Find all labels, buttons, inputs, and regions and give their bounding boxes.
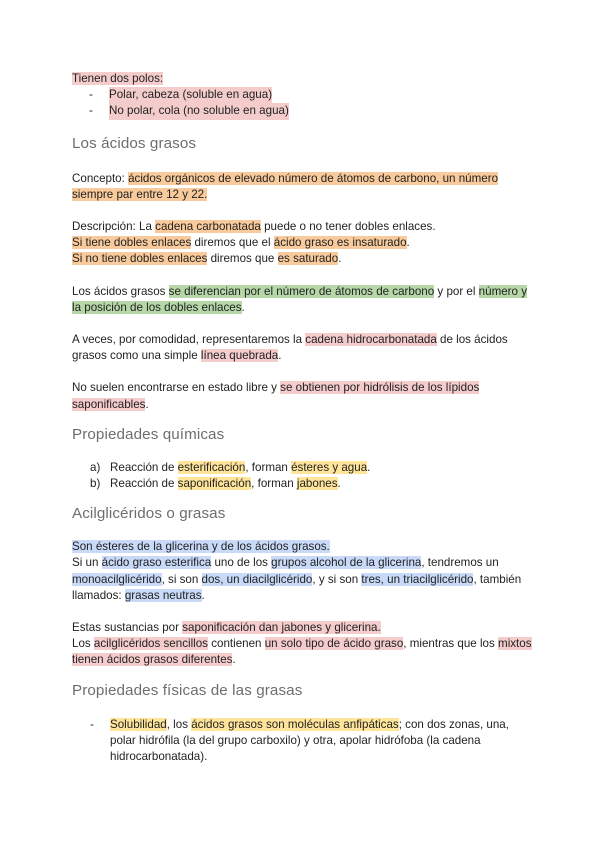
list-item-esterificacion: a) Reacción de esterificación, forman ésteres y agua. <box>72 460 532 476</box>
insaturado-line: Si tiene dobles enlaces diremos que el ácido graso es insaturado. <box>72 236 410 250</box>
list-item-saponificacion: b) Reacción de saponificación, forman jabones. <box>72 476 532 492</box>
heading-propiedades-fisicas: Propiedades físicas de las grasas <box>72 681 303 699</box>
intro-item-polar <box>72 87 532 103</box>
hidrolisis-paragraph: No suelen encontrarse en estado libre y se obtienen por hidrólisis de los lípidos saponificables. <box>72 381 480 411</box>
saponificacion-line: Estas sustancias por saponificación dan jabones y glicerina. <box>72 621 381 635</box>
acilgliceridos-definition: Son ésteres de la glicerina y de los ácidos grasos. <box>72 540 330 554</box>
heading-acidos-grasos: Los ácidos grasos <box>72 134 197 152</box>
list-marker: b) <box>90 477 101 491</box>
bullet-marker: - <box>90 717 94 731</box>
list-item-solubilidad: - Solubilidad, los ácidos grasos son moléculas anfipáticas; con dos zonas, una, polar hidrófila (la del grupo carboxilo) y otra, apolar hidrófoba (la cadena hidrocarbonatada). <box>72 717 532 766</box>
diferencian-paragraph: Los ácidos grasos se diferencian por el número de átomos de carbono y por el número y la posición de los dobles enlaces. <box>72 284 527 314</box>
heading-acilgliceridos: Acilglicéridos o grasas <box>72 505 226 523</box>
acilgliceridos-types-paragraph: Si un ácido graso esterifica uno de los grupos alcohol de la glicerina, tendremos un monoacilglicérido, si son dos, un diacilglicérido, y si son tres, un triacilglicérido, también llamados: grasas neutras. <box>72 556 522 602</box>
list-marker: a) <box>90 460 101 474</box>
description-line: Descripción: La cadena carbonatada puede o no tener dobles enlaces. <box>72 220 436 234</box>
intro-item-nonpolar <box>72 103 532 119</box>
bullet-marker: - <box>89 104 93 118</box>
sencillos-mixtos-paragraph: Los acilglicéridos sencillos contienen un solo tipo de ácido graso, mientras que los mixtos tienen ácidos grasos diferentes. <box>72 637 532 667</box>
document-page <box>72 71 532 765</box>
concept-paragraph: Concepto: ácidos orgánicos de elevado número de átomos de carbono, un número siempre par entre 12 y 22. <box>72 171 499 201</box>
heading-propiedades-quimicas: Propiedades químicas <box>72 425 225 443</box>
saturado-line: Si no tiene dobles enlaces diremos que es saturado. <box>72 252 342 266</box>
representacion-paragraph: A veces, por comodidad, representaremos la cadena hidrocarbonatada de los ácidos grasos como una simple línea quebrada. <box>72 333 508 363</box>
intro-item-text: Polar, cabeza (soluble en agua) <box>109 87 272 103</box>
intro-title: Tienen dos polos: <box>72 72 164 85</box>
bullet-marker: - <box>89 88 93 102</box>
intro-item-text: No polar, cola (no soluble en agua) <box>109 103 289 119</box>
